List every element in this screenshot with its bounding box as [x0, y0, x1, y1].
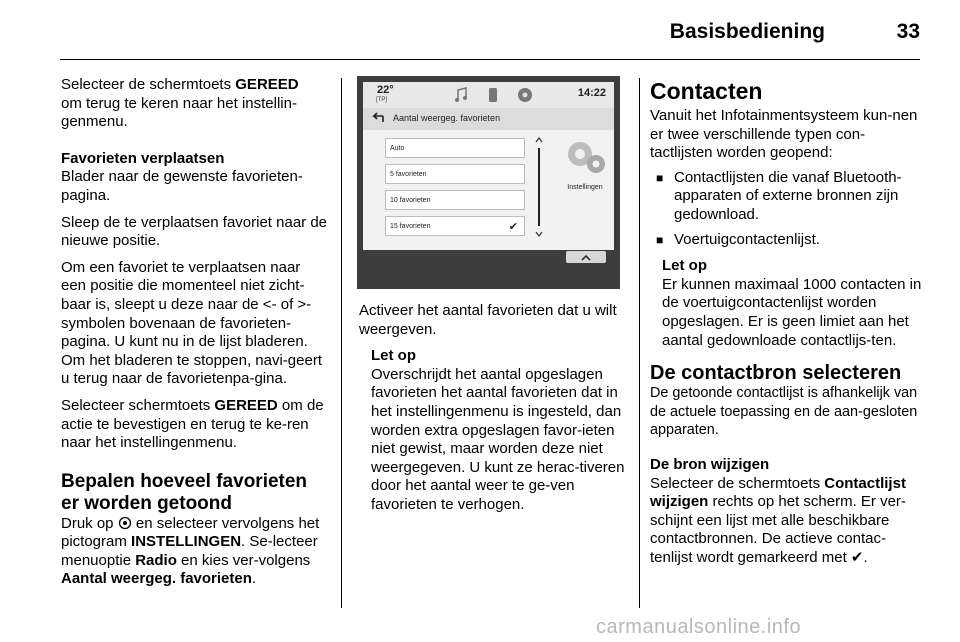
column-2: [359, 302, 627, 515]
page-number: 33: [896, 20, 920, 43]
checkmark-icon: ✔: [508, 221, 518, 233]
option-auto[interactable]: Auto: [385, 138, 525, 158]
paragraph-verplaatsen-uitleg: Om een favoriet te verplaatsen naar een positie die momenteel niet zicht-baar is, sleept u deze naar de <- of >-symbolen bovenaan de favorieten-pagina. U kunt nu in de lijst bladeren. Om het bladeren te stoppen, navi-geert u terug naar de favorietenpa-gina.: [61, 258, 322, 388]
settings-gears-icon[interactable]: [556, 132, 614, 198]
chevron-left-symbol: <: [262, 295, 272, 313]
note-box: [662, 257, 922, 350]
subheading-bron-wijzigen: De bron wijzigen: [650, 455, 770, 473]
column-divider-left: [341, 78, 342, 608]
paragraph-activeer: Activeer het aantal favorieten dat u wilt weergeven.: [359, 302, 617, 338]
header-rule: [60, 59, 920, 60]
note-label: Let op: [371, 347, 416, 365]
chevron-up-button[interactable]: [566, 251, 606, 263]
checkmark-symbol: ✔: [850, 548, 864, 566]
heading-favorieten-aantal: Bepalen hoeveel favorieten er worden getoond: [61, 470, 308, 514]
column-divider-right: [639, 78, 640, 608]
heading-contactbron: De contactbron selecteren: [650, 362, 902, 385]
settings-label: Instellingen: [567, 184, 603, 191]
paragraph-gereed-return: Selecteer de schermtoets GEREED om terug te keren naar het instellin-genmenu.: [61, 76, 299, 131]
paragraph-sleep: Sleep de te verplaatsen favoriet naar de nieuwe positie.: [61, 213, 328, 250]
infotainment-screen-image: [357, 76, 620, 289]
bullet-mark: ■: [656, 232, 664, 247]
screen-scrollbar[interactable]: [535, 136, 543, 240]
option-5-favorieten[interactable]: 5 favorieten: [385, 164, 525, 184]
bullet-item: ■ Voertuigcontactenlijst.: [656, 230, 820, 248]
note-text: Overschrijdt het aantal opgeslagen favorieten het aantal favorieten dat in het instellingenmenu is ingesteld, dan worden extra opgeslagen favor-ieten niet gewist, maar worden deze niet weergegeven. U kunt ze herac-tiveren door het aantal weer te ge-ven favorieten te verhogen.: [371, 365, 625, 513]
paragraph-bron-wijzigen: Selecteer de schermtoets Contactlijst wijzigen rechts op het scherm. Er ver-schijnt een lijst met alle beschikbare contactbronnen. De actieve contac-tenlijst wordt gemarkeerd met ✔.: [650, 474, 906, 566]
paragraph-druk-op: Druk op en selecteer vervolgens het pictogram INSTELLINGEN. Se-lecteer menuoptie Radio en kies ver-volgens Aantal weergeg. favorieten.: [61, 514, 320, 588]
screen-bottom-bar: [363, 250, 614, 264]
bullet-mark: ■: [656, 170, 664, 185]
heading-contacten: Contacten: [650, 78, 763, 104]
note-label: Let op: [662, 257, 707, 275]
screen-temperature: 22°: [377, 84, 394, 96]
screen-bottom-strip: [357, 272, 620, 289]
screen-body: [363, 108, 614, 250]
page-header-title: Basisbediening: [669, 20, 825, 43]
chevron-right-symbol: >: [297, 295, 307, 313]
option-15-favorieten[interactable]: 15 favorieten ✔: [385, 216, 525, 236]
gereed-term: GEREED: [235, 76, 299, 93]
note-box: [371, 347, 627, 514]
home-icon: [118, 516, 132, 530]
paragraph-contactbron: De getoonde contactlijst is afhankelijk van de actuele toepassing en de aan-gesloten apparaten.: [650, 385, 918, 439]
screen-title-bar: [363, 108, 614, 130]
option-10-favorieten[interactable]: 10 favorieten: [385, 190, 525, 210]
screen-title: Aantal weergeg. favorieten: [393, 113, 501, 123]
screen-clock: 14:22: [577, 87, 606, 99]
back-arrow-icon[interactable]: [367, 111, 389, 127]
column-3: [650, 78, 922, 575]
subheading-favorieten-verplaatsen: Favorieten verplaatsen: [61, 149, 225, 167]
screen-status-bar: [363, 82, 614, 108]
screen-tp-indicator: [TP]: [376, 97, 388, 103]
paragraph-blader: Blader naar de gewenste favorieten-pagina.: [61, 168, 303, 204]
column-1: [61, 76, 329, 597]
music-tab-icon: [447, 82, 475, 108]
phone-tab-icon: [479, 82, 507, 108]
bullet-item: ■ Contactlijsten die vanaf Bluetooth-apparaten of externe bronnen zijn gedownload.: [656, 168, 902, 223]
navigation-tab-icon: [511, 82, 539, 108]
paragraph-contacten-intro: Vanuit het Infotainmentsysteem kun-nen er twee verschillende typen con-tactlijsten worden geopend:: [650, 107, 918, 162]
paragraph-gereed-confirm: Selecteer schermtoets GEREED om de actie te bevestigen en terug te ke-ren naar het instellingenmenu.: [61, 396, 324, 452]
watermark: carmanualsonline.info: [596, 616, 802, 638]
note-text: Er kunnen maximaal 1000 contacten in de voertuigcontactenlijst worden opgeslagen. Er is geen limiet aan het aantal gedownloade contactlijs-ten.: [662, 275, 922, 349]
